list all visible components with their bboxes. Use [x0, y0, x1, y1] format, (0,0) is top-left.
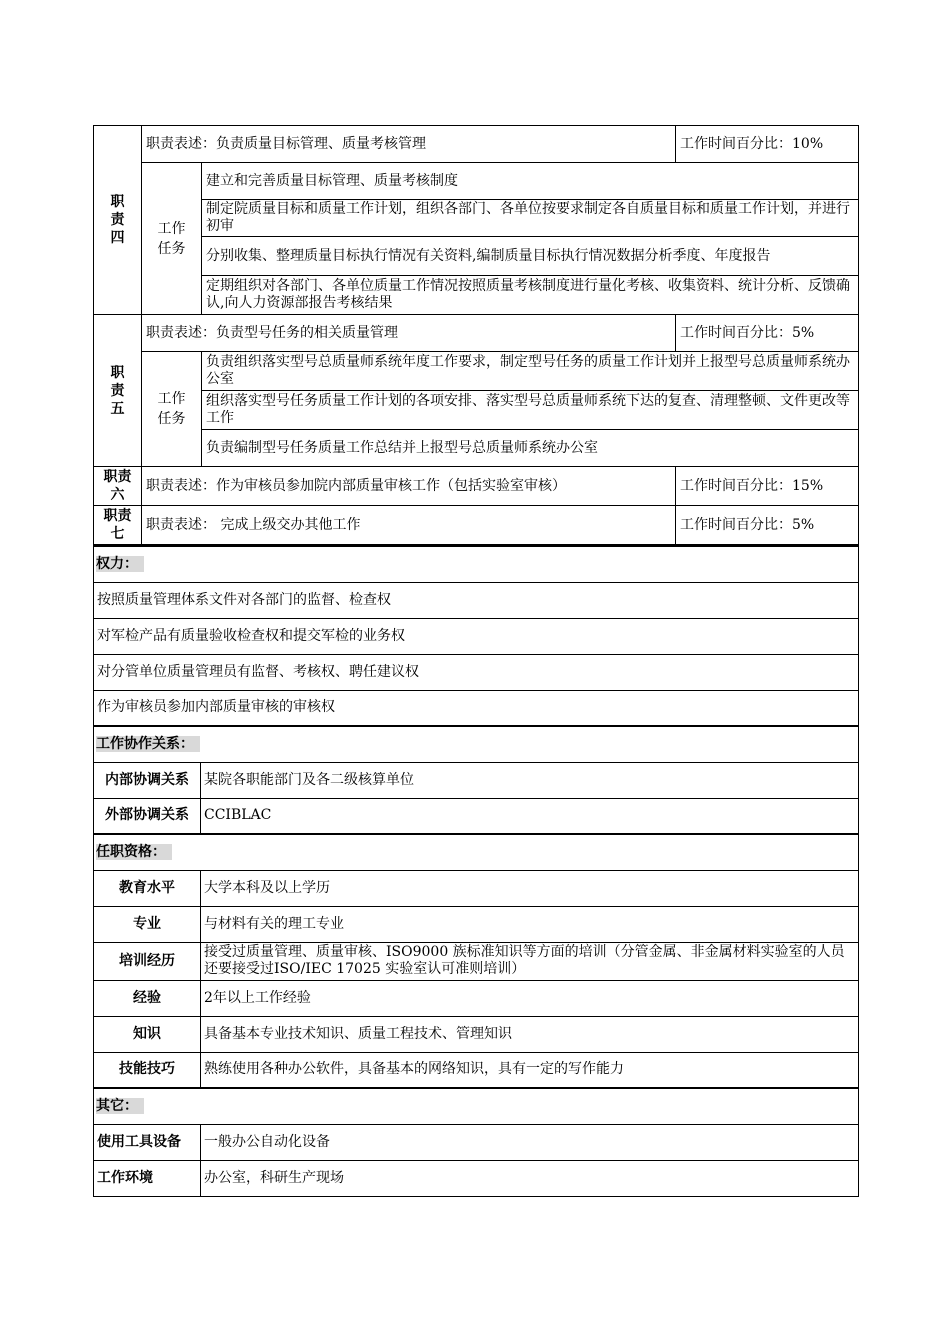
duty-4-description: 职责表述：负责质量目标管理、质量考核管理 [142, 126, 676, 163]
tools-label: 使用工具设备 [94, 1124, 201, 1160]
major-label: 专业 [94, 906, 201, 942]
duty-5-task-1: 负责组织落实型号总质量师系统年度工作要求，制定型号任务的质量工作计划并上报型号总质量师系统办公室 [202, 352, 859, 391]
duty-6-label: 职责六 [94, 467, 142, 506]
education-value: 大学本科及以上学历 [201, 870, 859, 906]
skills-value: 熟练使用各种办公软件，具备基本的网络知识，具有一定的写作能力 [201, 1052, 859, 1088]
external-relation-label: 外部协调关系 [94, 798, 201, 834]
duty-4-task-1: 建立和完善质量目标管理、质量考核制度 [202, 163, 859, 200]
skills-label: 技能技巧 [94, 1052, 201, 1088]
duty-7-label: 职责七 [94, 506, 142, 545]
duty-7-description: 职责表述： 完成上级交办其他工作 [142, 506, 676, 545]
duty-5-task-2: 组织落实型号任务质量工作计划的各项安排、落实型号总质量师系统下达的复查、清理整顿、文件更改等工作 [202, 391, 859, 430]
duty-5-time: 工作时间百分比：5% [676, 315, 859, 352]
duty-5-task-label: 工作任务 [142, 352, 202, 467]
education-label: 教育水平 [94, 870, 201, 906]
duty-4-task-3: 分别收集、整理质量目标执行情况有关资料,编制质量目标执行情况数据分析季度、年度报告 [202, 237, 859, 276]
duty-5-label: 职责五 [94, 315, 142, 467]
experience-value: 2年以上工作经验 [201, 980, 859, 1016]
duty-6-description: 职责表述：作为审核员参加院内部质量审核工作（包括实验室审核） [142, 467, 676, 506]
duty-4-label: 职责四 [94, 126, 142, 315]
duty-4-task-label: 工作任务 [142, 163, 202, 315]
training-label: 培训经历 [94, 942, 201, 980]
environment-label: 工作环境 [94, 1160, 201, 1196]
experience-label: 经验 [94, 980, 201, 1016]
info-table [93, 545, 859, 1197]
duty-4-task-4: 定期组织对各部门、各单位质量工作情况按照质量考核制度进行量化考核、收集资料、统计分析、反馈确认,向人力资源部报告考核结果 [202, 276, 859, 315]
knowledge-value: 具备基本专业技术知识、质量工程技术、管理知识 [201, 1016, 859, 1052]
authority-item-4: 作为审核员参加内部质量审核的审核权 [94, 690, 859, 726]
duty-5-task-3: 负责编制型号任务质量工作总结并上报型号总质量师系统办公室 [202, 430, 859, 467]
training-value: 接受过质量管理、质量审核、ISO9000 族标准知识等方面的培训（分管金属、非金属材料实验室的人员还要接受过ISO/IEC 17025 实验室认可准则培训） [201, 942, 859, 980]
major-value: 与材料有关的理工专业 [201, 906, 859, 942]
duty-4-time: 工作时间百分比：10% [676, 126, 859, 163]
duty-7-time: 工作时间百分比：5% [676, 506, 859, 545]
authority-title: 权力： [94, 546, 859, 582]
knowledge-label: 知识 [94, 1016, 201, 1052]
relations-title: 工作协作关系： [94, 726, 859, 762]
authority-item-1: 按照质量管理体系文件对各部门的监督、检查权 [94, 582, 859, 618]
duties-table [93, 125, 859, 545]
authority-item-2: 对军检产品有质量验收检查权和提交军检的业务权 [94, 618, 859, 654]
other-title: 其它： [94, 1088, 859, 1124]
duty-4-task-2: 制定院质量目标和质量工作计划，组织各部门、各单位按要求制定各自质量目标和质量工作计划，并进行初审 [202, 200, 859, 237]
duty-5-description: 职责表述：负责型号任务的相关质量管理 [142, 315, 676, 352]
environment-value: 办公室，科研生产现场 [201, 1160, 859, 1196]
tools-value: 一般办公自动化设备 [201, 1124, 859, 1160]
internal-relation-value: 某院各职能部门及各二级核算单位 [201, 762, 859, 798]
internal-relation-label: 内部协调关系 [94, 762, 201, 798]
duty-6-time: 工作时间百分比：15% [676, 467, 859, 506]
external-relation-value: CCIBLAC [201, 798, 859, 834]
authority-item-3: 对分管单位质量管理员有监督、考核权、聘任建议权 [94, 654, 859, 690]
qualifications-title: 任职资格： [94, 834, 859, 870]
